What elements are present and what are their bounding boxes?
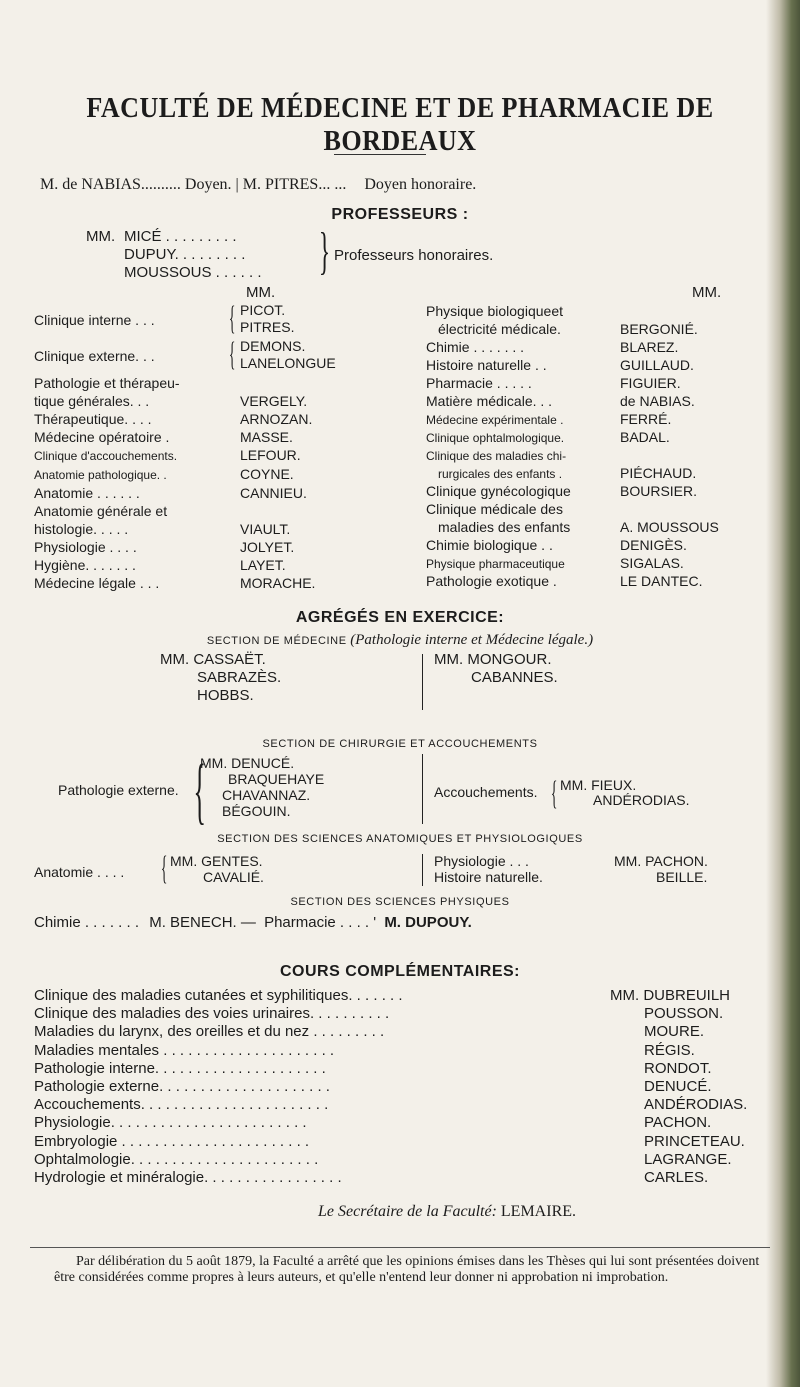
right-col-mm: MM.	[692, 284, 722, 301]
professor-name: FIGUIER.	[620, 375, 681, 391]
chair-label: Clinique d'accouchements.	[34, 449, 178, 463]
honorary-professor: MOUSSOUS . . . . . .	[124, 264, 262, 281]
cours-label: Physiologie. . . . . . . . . . . . . . . . . . . . . . . .	[34, 1114, 307, 1132]
chair-label: Clinique des maladies chi-	[426, 449, 567, 463]
agrege-name: CAVALIÉ.	[203, 869, 264, 885]
professor-name: SIGALAS.	[620, 555, 684, 571]
cours-label: Embryologie . . . . . . . . . . . . . . . . . . . . . . .	[34, 1132, 310, 1150]
secretary-line	[318, 1203, 576, 1221]
professor-row	[426, 446, 772, 464]
chair-label: Pharmacie . . . . .	[426, 375, 532, 391]
dean-role: Doyen.	[184, 176, 232, 193]
left-brace: {	[228, 336, 236, 373]
professor-name: PITRES.	[240, 319, 295, 335]
agrege-name: BEILLE.	[656, 869, 708, 885]
footnote: Par délibération du 5 août 1879, la Faculté a arrêté que les opinions émises dans les Thèses qui lui sont présentées doivent être considérées comme propres à leurs auteurs, et qu'elle n'entend leur donner ni approbation ni improbation.	[54, 1254, 760, 1285]
professor-row	[34, 446, 406, 465]
cours-row	[34, 1114, 770, 1132]
chair-label: Physique pharmaceutique	[426, 557, 565, 571]
professor-row	[426, 500, 772, 518]
professor-row	[426, 392, 772, 410]
section-medecine-label: SECTION DE MÉDECINE	[206, 635, 347, 647]
honorary-brace: }	[318, 223, 331, 280]
professor-row	[34, 465, 406, 484]
professor-row	[426, 518, 772, 536]
chair-label: Anatomie . . . . . .	[34, 485, 140, 501]
chair-label: tique générales. . .	[34, 393, 150, 409]
cours-row	[34, 1042, 770, 1060]
pharmacie-name: M. DUPOUY.	[384, 914, 472, 931]
cours-lecturer: RONDOT.	[644, 1059, 712, 1077]
professor-row	[426, 464, 772, 482]
chair-label: Clinique interne . . .	[34, 312, 155, 328]
chair-label: Matière médicale. . .	[426, 393, 553, 409]
chair-label: Pathologie exotique .	[426, 573, 557, 589]
agrege-name: MM. PACHON.	[614, 853, 708, 869]
professor-row	[34, 374, 406, 392]
professor-name: LE DANTEC.	[620, 573, 703, 589]
dean-line	[40, 176, 476, 194]
section-medecine-subtitle: (Pathologie interne et Médecine légale.)	[350, 632, 594, 648]
professor-row	[426, 302, 772, 320]
physio-histnat	[434, 853, 764, 885]
professor-row	[34, 502, 406, 520]
honorary-dean-role: Doyen honoraire.	[364, 176, 477, 193]
professor-name: PICOT.	[240, 302, 286, 318]
dean-separator: |	[235, 176, 243, 193]
professor-name: FERRÉ.	[620, 411, 672, 427]
secretary-label: Le Secrétaire de la Faculté:	[318, 1203, 497, 1220]
chair-label: Chimie biologique . .	[426, 537, 553, 553]
chair-label: Clinique ophtalmologique.	[426, 431, 565, 445]
cours-lecturer: MM. DUBREUILH	[610, 987, 731, 1004]
professor-name: BERGONIÉ.	[620, 321, 698, 337]
cours-list	[34, 987, 770, 1187]
footer-rule	[30, 1247, 770, 1248]
professor-name: JOLYET.	[240, 539, 295, 555]
professor-name: VIAULT.	[240, 521, 291, 537]
professor-row	[426, 338, 772, 356]
professor-row	[34, 520, 406, 538]
professor-row	[34, 574, 406, 592]
cours-label: Accouchements. . . . . . . . . . . . . . . . . . . . . . .	[34, 1096, 329, 1114]
cours-lecturer: LAGRANGE.	[644, 1150, 732, 1168]
cours-label: Pathologie externe. . . . . . . . . . . . . . . . . . . . .	[34, 1077, 330, 1095]
chimie-label: Chimie . . . . . . .	[34, 914, 140, 931]
chair-label: Médecine expérimentale .	[426, 413, 564, 427]
agrege-row	[434, 853, 764, 869]
cours-label: Clinique des maladies des voies urinaires. . . . . . . . . .	[34, 1005, 390, 1023]
professor-row	[426, 410, 772, 428]
honorary-dean-name: M. PITRES... ...	[242, 176, 347, 193]
chair-label: Médecine légale . . .	[34, 575, 160, 591]
honorary-mm: MM.	[86, 228, 116, 245]
cours-row	[34, 987, 770, 1005]
professor-row	[426, 320, 772, 338]
cours-lecturer: CARLES.	[644, 1168, 709, 1186]
anatomie-brace: {	[160, 850, 168, 887]
dean-name: M. de NABIAS..........	[40, 176, 181, 193]
cours-lecturer: PACHON.	[644, 1114, 712, 1132]
accouchements-label: Accouchements.	[434, 784, 538, 800]
chair-label: Clinique gynécologique	[426, 483, 571, 499]
physique-row	[34, 914, 472, 931]
professor-name: LANELONGUE	[240, 355, 336, 371]
pathologie-externe-brace: {	[193, 750, 206, 832]
secretary-name: LEMAIRE.	[500, 1203, 577, 1220]
left-col-mm: MM.	[246, 284, 276, 301]
professor-name: BADAL.	[620, 429, 670, 445]
chair-label: Clinique externe. . .	[34, 348, 155, 364]
agrege-name: SABRAZÈS.	[197, 669, 282, 686]
agrege-row	[434, 869, 764, 885]
agrege-name: MM. MONGOUR.	[434, 651, 552, 668]
professor-name: ARNOZAN.	[240, 411, 313, 427]
title-divider	[334, 154, 426, 155]
professor-name: DENIGÈS.	[620, 537, 687, 553]
chair-names	[240, 302, 294, 336]
chair-label: Anatomie pathologique. .	[34, 468, 167, 482]
chair-label: Physiologie . . . .	[34, 539, 137, 555]
professor-row	[426, 572, 772, 590]
cours-heading: COURS COMPLÉMENTAIRES:	[279, 963, 521, 980]
cours-label: Hydrologie et minéralogie. . . . . . . . . . . . . . . . .	[34, 1168, 342, 1186]
agrege-name: MM. DENUCÉ.	[200, 755, 295, 771]
chair-label: Thérapeutique. . . .	[34, 411, 152, 427]
chair-label: Anatomie générale et	[34, 503, 168, 519]
pharmacie-label: Pharmacie . . . . '	[264, 914, 377, 931]
cours-lecturer: DENUCÉ.	[644, 1077, 712, 1095]
chair-label: électricité médicale.	[438, 321, 561, 337]
chair-label: Chimie . . . . . . .	[426, 339, 525, 355]
accouchements-names	[560, 778, 689, 808]
professor-row	[426, 554, 772, 572]
cours-row	[34, 1096, 770, 1114]
chimie-name: M. BENECH. —	[149, 914, 256, 931]
medecine-right-names	[434, 651, 558, 687]
professor-name: PIÉCHAUD.	[620, 465, 697, 481]
pathologie-externe-names	[200, 755, 324, 819]
medecine-left-names	[160, 651, 281, 705]
cours-label: Ophtalmologie. . . . . . . . . . . . . . . . . . . . . . .	[34, 1150, 319, 1168]
cours-row	[34, 1169, 770, 1187]
professor-name: de NABIAS.	[620, 393, 695, 409]
anatomie-names	[170, 853, 264, 885]
cours-row	[34, 1023, 770, 1041]
cours-label: Maladies du larynx, des oreilles et du nez . . . . . . . . .	[34, 1023, 385, 1041]
faculty-title: FACULTÉ DE MÉDECINE ET DE PHARMACIE DE BORDEAUX	[86, 92, 714, 157]
anatomie-label: Anatomie . . . .	[34, 864, 125, 880]
chair-label: Clinique médicale des	[426, 501, 563, 517]
honorary-professor: DUPUY. . . . . . . . .	[124, 246, 246, 263]
agreges-heading: AGRÉGÉS EN EXERCICE:	[295, 609, 505, 626]
chair-names	[240, 338, 336, 372]
chair-label: Hygiène. . . . . . .	[34, 557, 136, 573]
left-brace: {	[228, 300, 236, 337]
agrege-name: BRAQUEHAYE	[228, 771, 325, 787]
cours-lecturer: POUSSON.	[644, 1005, 724, 1023]
agrege-name: MM. CASSAËT.	[160, 651, 266, 668]
professor-row	[426, 356, 772, 374]
professor-row	[34, 392, 406, 410]
chair-label: Médecine opératoire .	[34, 429, 170, 445]
professor-name: MASSE.	[240, 429, 293, 445]
agrege-label: Physiologie . . .	[434, 853, 529, 869]
professor-name: LEFOUR.	[240, 447, 301, 463]
professor-row	[34, 428, 406, 446]
professor-name: MORACHE.	[240, 575, 316, 591]
chair-label: Pathologie et thérapeu-	[34, 375, 180, 391]
professors-left-column	[34, 302, 406, 592]
professor-name: A. MOUSSOUS	[620, 519, 719, 535]
agrege-name: BÉGOUIN.	[222, 803, 291, 819]
cours-lecturer: ANDÉRODIAS.	[644, 1096, 748, 1114]
column-divider	[422, 854, 423, 886]
professor-name: COYNE.	[240, 466, 294, 482]
honorary-label: Professeurs honoraires.	[334, 247, 494, 264]
cours-lecturer: PRINCETEAU.	[644, 1132, 745, 1150]
professor-name: CANNIEU.	[240, 485, 307, 501]
accouchements-brace: {	[550, 775, 558, 812]
professors-heading: PROFESSEURS :	[331, 206, 469, 223]
agrege-label: Histoire naturelle.	[434, 869, 543, 885]
professor-name: LAYET.	[240, 557, 286, 573]
agrege-name: CABANNES.	[471, 669, 558, 686]
cours-label: Pathologie interne. . . . . . . . . . . . . . . . . . . . .	[34, 1059, 326, 1077]
professor-row	[34, 556, 406, 574]
agrege-name: CHAVANNAZ.	[222, 787, 311, 803]
pathologie-externe-label: Pathologie externe.	[58, 782, 179, 798]
section-medecine-title	[0, 632, 800, 649]
agrege-name: MM. FIEUX.	[560, 777, 637, 793]
professor-row	[426, 536, 772, 554]
agrege-name: HOBBS.	[197, 687, 254, 704]
professor-row	[34, 484, 406, 502]
column-divider	[422, 754, 423, 824]
professor-row	[34, 302, 406, 338]
honorary-professor: MICÉ . . . . . . . . .	[124, 228, 237, 245]
cours-lecturer: MOURE.	[644, 1023, 704, 1041]
professor-name: BLAREZ.	[620, 339, 679, 355]
professor-row	[426, 374, 772, 392]
section-anatomie-title: SECTION DES SCIENCES ANATOMIQUES ET PHYSIOLOGIQUES	[217, 833, 583, 845]
chair-label: histologie. . . . .	[34, 521, 129, 537]
professors-right-column	[426, 302, 772, 590]
professor-name: DEMONS.	[240, 338, 306, 354]
cours-row	[34, 1060, 770, 1078]
professor-name: VERGELY.	[240, 393, 308, 409]
section-physique-title: SECTION DES SCIENCES PHYSIQUES	[290, 896, 510, 908]
agrege-name: ANDÉRODIAS.	[593, 792, 690, 808]
chair-label: rurgicales des enfants .	[438, 467, 563, 481]
cours-row	[34, 1151, 770, 1169]
cours-label: Maladies mentales . . . . . . . . . . . . . . . . . . . . .	[34, 1041, 335, 1059]
professor-row	[34, 410, 406, 428]
professor-name: GUILLAUD.	[620, 357, 694, 373]
chair-label: Histoire naturelle . .	[426, 357, 547, 373]
professor-row	[34, 538, 406, 556]
section-chirurgie-title: SECTION DE CHIRURGIE ET ACCOUCHEMENTS	[262, 738, 538, 750]
cours-row	[34, 1005, 770, 1023]
cours-row	[34, 1133, 770, 1151]
professor-name: BOURSIER.	[620, 483, 698, 499]
agrege-name: MM. GENTES.	[170, 853, 263, 869]
column-divider	[422, 654, 423, 710]
cours-label: Clinique des maladies cutanées et syphilitiques. . . . . . .	[34, 987, 403, 1004]
cours-row	[34, 1078, 770, 1096]
professor-row	[426, 482, 772, 500]
professor-row	[34, 338, 406, 374]
simple-rows	[34, 374, 406, 592]
professor-row	[426, 428, 772, 446]
chair-label: Physique biologiqueet	[426, 303, 563, 319]
cours-lecturer: RÉGIS.	[644, 1041, 695, 1059]
chair-label: maladies des enfants	[438, 519, 571, 535]
honorary-professors-list	[124, 228, 262, 282]
